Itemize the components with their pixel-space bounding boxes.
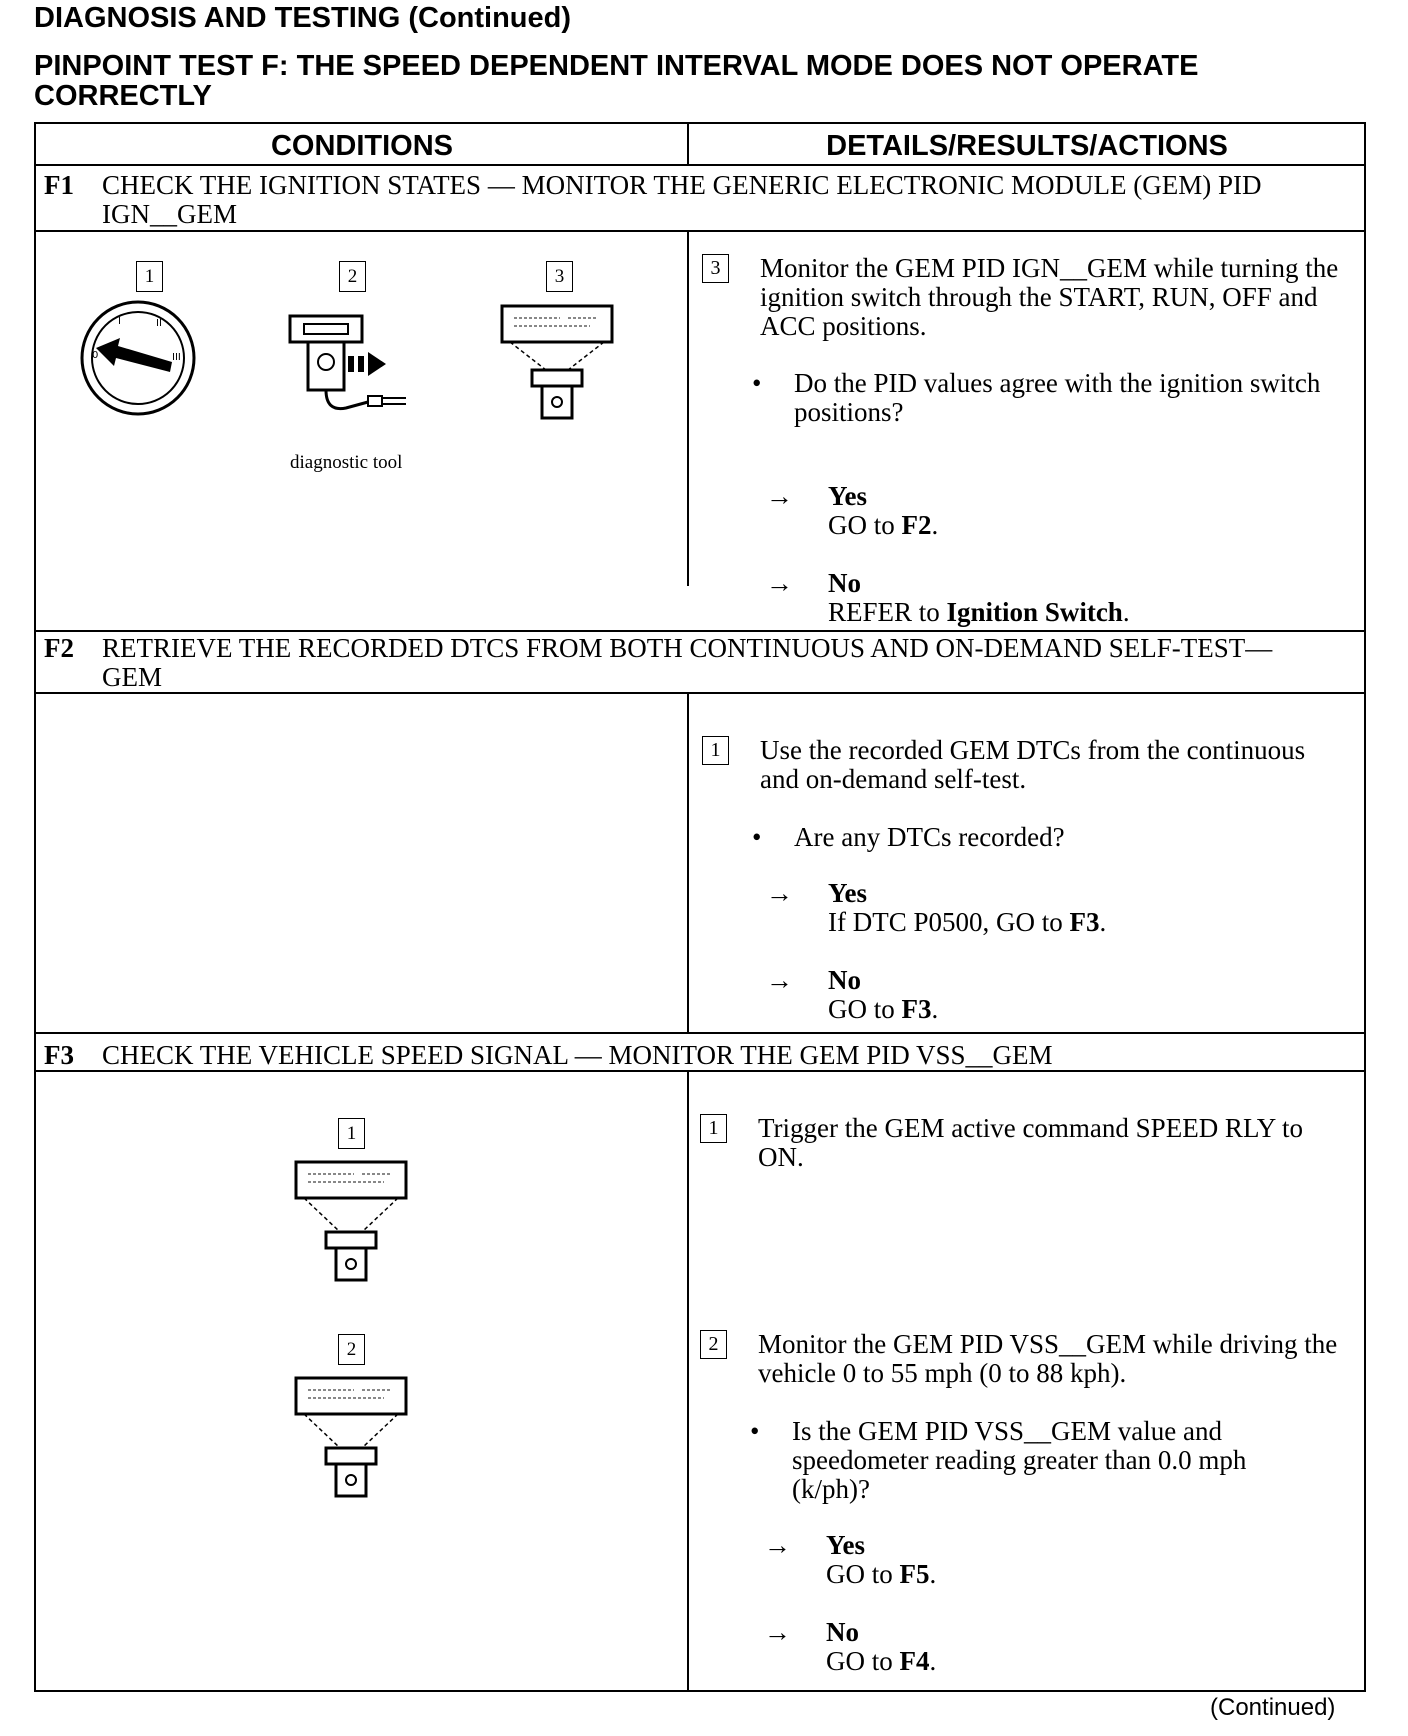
- arrow-icon: →: [766, 568, 793, 598]
- yes-label: Yes: [826, 1530, 865, 1560]
- detail-text: Use the recorded GEM DTCs from the continuous and on-demand self-test.: [760, 735, 1306, 794]
- step-f1-title: CHECK THE IGNITION STATES — MONITOR THE GENERIC ELECTRONIC MODULE (GEM) PID IGN__GEM: [102, 170, 1262, 229]
- step-f2-header: [44, 634, 1302, 692]
- row-divider: [36, 164, 1364, 166]
- svg-text:I: I: [118, 316, 121, 327]
- detail-number: 1: [702, 736, 729, 765]
- step-f3-detail-2: [700, 1330, 1338, 1388]
- step-f3-yes: → Yes GO to F5.: [764, 1530, 937, 1589]
- diagnostic-tool-icon: [286, 312, 416, 422]
- pinpoint-table: [34, 122, 1366, 1692]
- question-text: Is the GEM PID VSS__GEM value and speedometer reading greater than 0.0 mph (k/ph)?: [792, 1416, 1247, 1504]
- step-f3-no: → No GO to F4.: [764, 1617, 937, 1676]
- figure-label: 1: [136, 261, 163, 292]
- detail-text: Monitor the GEM PID IGN__GEM while turning the ignition switch through the START, RUN, OFF and ACC positions.: [760, 253, 1339, 341]
- row-divider: [36, 1032, 1364, 1034]
- step-f3-detail-1: [700, 1114, 1338, 1172]
- figure-label: 1: [338, 1118, 365, 1149]
- step-f2-no: → No GO to F3.: [766, 965, 939, 1024]
- no-target[interactable]: Ignition Switch: [946, 597, 1123, 627]
- yes-action: If DTC P0500, GO to: [828, 907, 1063, 937]
- yes-target[interactable]: F3: [1069, 907, 1100, 937]
- figure-label: 3: [546, 261, 573, 292]
- arrow-icon: →: [764, 1530, 791, 1560]
- yes-action: GO to: [826, 1559, 893, 1589]
- no-action: GO to: [828, 994, 895, 1024]
- step-f3-title: CHECK THE VEHICLE SPEED SIGNAL — MONITOR THE GEM PID VSS__GEM: [102, 1040, 1053, 1070]
- row-divider: [36, 230, 1364, 232]
- step-f2-id: F2: [44, 633, 74, 663]
- step-f2-question: [752, 823, 1332, 852]
- no-label: No: [828, 568, 861, 598]
- step-f1-yes: → Yes GO to F2.: [766, 481, 939, 540]
- question-text: Are any DTCs recorded?: [794, 822, 1065, 852]
- figure-label: 2: [338, 1334, 365, 1365]
- page-title: DIAGNOSIS AND TESTING (Continued): [34, 2, 572, 34]
- step-f2-detail: [702, 736, 1340, 794]
- scan-tool-monitor-icon: [294, 1160, 410, 1284]
- bullet: •: [750, 1416, 760, 1446]
- no-label: No: [828, 965, 861, 995]
- no-target[interactable]: F3: [901, 994, 932, 1024]
- column-divider: [687, 692, 689, 1032]
- scan-tool-monitor-icon: [294, 1376, 410, 1500]
- no-label: No: [826, 1617, 859, 1647]
- arrow-icon: →: [766, 481, 793, 511]
- detail-number: 2: [700, 1330, 727, 1359]
- yes-target[interactable]: F5: [899, 1559, 930, 1589]
- no-target[interactable]: F4: [899, 1646, 930, 1676]
- figure-caption: diagnostic tool: [290, 452, 403, 473]
- detail-number: 3: [702, 254, 729, 283]
- svg-text:II: II: [156, 318, 162, 329]
- arrow-icon: →: [766, 878, 793, 908]
- yes-label: Yes: [828, 481, 867, 511]
- test-title: PINPOINT TEST F: THE SPEED DEPENDENT INTERVAL MODE DOES NOT OPERATE CORRECTLY: [34, 50, 1199, 112]
- bullet: •: [752, 822, 762, 852]
- column-divider: [687, 1070, 689, 1692]
- continued-note: (Continued): [1210, 1694, 1336, 1721]
- arrow-icon: →: [764, 1617, 791, 1647]
- step-f3-id: F3: [44, 1040, 74, 1070]
- details-header: DETAILS/RESULTS/ACTIONS: [826, 130, 1228, 162]
- yes-target[interactable]: F2: [901, 510, 932, 540]
- step-f1-header: [44, 171, 1302, 229]
- step-f3-header: [44, 1041, 1302, 1070]
- row-divider: [36, 630, 1364, 632]
- step-f3-question: [750, 1417, 1330, 1504]
- no-action: GO to: [826, 1646, 893, 1676]
- question-text: Do the PID values agree with the ignition switch positions?: [794, 368, 1321, 427]
- column-divider: [687, 230, 689, 586]
- row-divider: [36, 692, 1364, 694]
- row-divider: [36, 1070, 1364, 1072]
- detail-text: Monitor the GEM PID VSS__GEM while driving the vehicle 0 to 55 mph (0 to 88 kph).: [758, 1329, 1338, 1388]
- yes-label: Yes: [828, 878, 867, 908]
- step-f2-yes: → Yes If DTC P0500, GO to F3.: [766, 878, 1107, 937]
- column-divider: [687, 124, 689, 164]
- no-action: REFER to: [828, 597, 940, 627]
- step-f1-detail: [702, 254, 1340, 341]
- conditions-header: CONDITIONS: [270, 130, 454, 162]
- arrow-icon: →: [766, 965, 793, 995]
- ignition-switch-icon: [80, 300, 196, 416]
- bullet: •: [752, 368, 762, 398]
- step-f1-question: [752, 369, 1332, 427]
- step-f1-no: → No REFER to Ignition Switch.: [766, 568, 1130, 627]
- detail-text: Trigger the GEM active command SPEED RLY to ON.: [758, 1113, 1303, 1172]
- svg-text:0: 0: [92, 350, 99, 361]
- yes-action: GO to: [828, 510, 895, 540]
- step-f2-title: RETRIEVE THE RECORDED DTCS FROM BOTH CONTINUOUS AND ON-DEMAND SELF-TEST— GEM: [102, 633, 1273, 692]
- figure-label: 2: [339, 261, 366, 292]
- step-f1-id: F1: [44, 170, 74, 200]
- detail-number: 1: [700, 1114, 727, 1143]
- svg-text:III: III: [172, 352, 181, 363]
- scan-tool-monitor-icon: [500, 304, 616, 422]
